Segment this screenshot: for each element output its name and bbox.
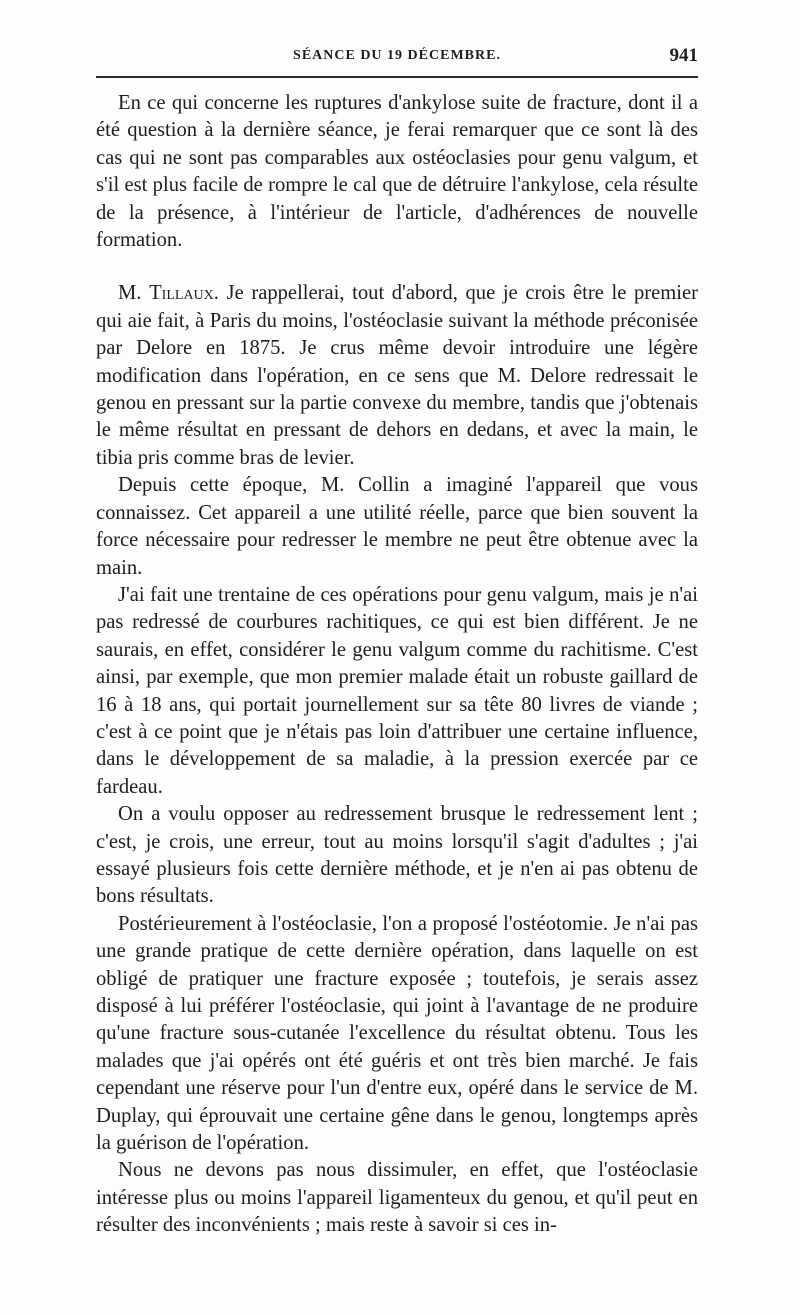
page-number: 941: [669, 45, 698, 66]
paragraph-tillaux-text: . Je rappellerai, tout d'abord, que je crois être le premier qui aie fait, à Paris du moins, l'ostéoclasie suivant la méthode préconisée par Delore en 1875. Je crus même devoir introduire une légère modification dans l'opération, en ce sens que M. Delore redressait le genou en pressant sur la partie convexe du membre, tandis que j'obtenais le même résultat en pressant de dehors en dedans, et avec la main, le tibia pris comme bras de levier.: [96, 282, 698, 469]
body-text: [96, 90, 698, 1240]
paragraph-ligamenteux: Nous ne devons pas nous dissimuler, en effet, que l'ostéoclasie intéresse plus ou moins l'appareil ligamenteux du genou, et qu'il peut en résulter des inconvénients ; mais reste à savoir si ces in-: [96, 1159, 698, 1237]
paragraph-trentaine: J'ai fait une trentaine de ces opérations pour genu valgum, mais je n'ai pas redressé de courbures rachitiques, ce qui est bien différent. Je ne saurais, en effet, considérer le genu valgum comme du rachitisme. C'est ainsi, par exemple, que mon premier malade était un robuste gaillard de 16 à 18 ans, qui portait journellement sur sa tête 80 livres de viande ; c'est à ce point que je n'étais pas loin d'attribuer une certaine influence, dans le développement de sa maladie, à la pression exercée par ce fardeau.: [96, 583, 698, 798]
paragraph-ankylose: En ce qui concerne les ruptures d'ankylose suite de fracture, dont il a été question à la dernière séance, je ferai remarquer que ce sont là des cas qui ne sont pas comparables aux ostéoclasies pour genu valgum, et s'il est plus facile de rompre le cal que de détruire l'ankylose, cela résulte de la présence, à l'intérieur de l'article, d'adhérences de nouvelle formation.: [96, 92, 698, 252]
paragraph-tillaux: [96, 280, 698, 472]
header-rule: [96, 76, 698, 78]
speaker-prefix: M.: [118, 282, 150, 305]
running-title: SÉANCE DU 19 DÉCEMBRE.: [293, 48, 501, 63]
running-head: [96, 44, 698, 74]
speaker-name: Tillaux: [149, 282, 214, 305]
paragraph-collin: Depuis cette époque, M. Collin a imaginé l'appareil que vous connaissez. Cet appareil a une utilité réelle, parce que bien souvent la force nécessaire pour redresser le membre ne peut être obtenue avec la main.: [96, 474, 698, 579]
paragraph-redressement-lent: On a voulu opposer au redressement brusque le redressement lent ; c'est, je crois, une erreur, tout au moins lorsqu'il s'agit d'adultes ; j'ai essayé plusieurs fois cette dernière méthode, et je n'en ai pas obtenu de bons résultats.: [96, 803, 698, 908]
paragraph-osteotomie: Postérieurement à l'ostéoclasie, l'on a proposé l'ostéotomie. Je n'ai pas une grande pratique de cette dernière opération, dans laquelle on est obligé de pratiquer une fracture exposée ; toutefois, je serais assez disposé à lui préférer l'ostéoclasie, qui joint à l'avantage de ne produire qu'une fracture sous-cutanée l'excellence du résultat obtenu. Tous les malades que j'ai opérés ont été guéris et ont très bien marché. Je fais cependant une réserve pour l'un d'entre eux, opéré dans le service de M. Duplay, qui éprouvait une certaine gêne dans le genou, longtemps après la guérison de l'opération.: [96, 912, 698, 1155]
